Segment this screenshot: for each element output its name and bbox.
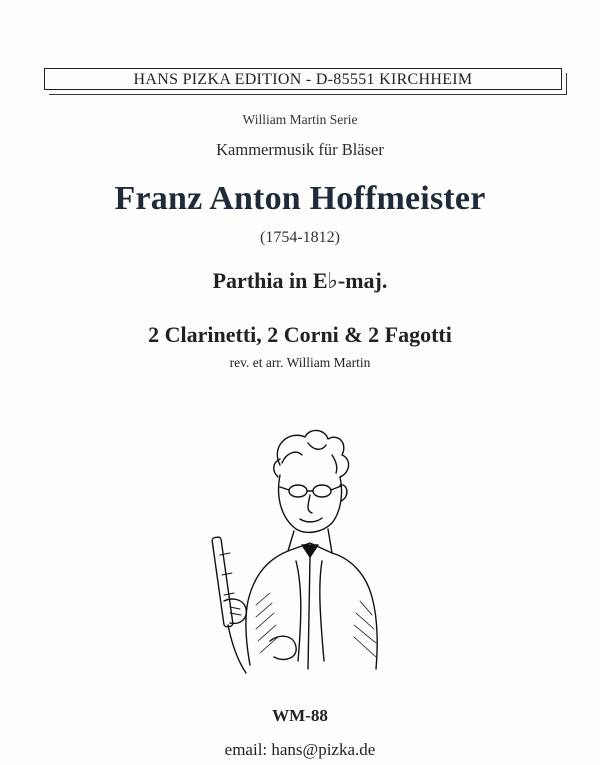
arranger-credit: rev. et arr. William Martin [229, 355, 371, 370]
series-name: William Martin Serie [242, 112, 358, 127]
music-category: Kammermusik für Bläser [216, 140, 384, 159]
work-title: Parthia in E♭-maj. [212, 268, 388, 293]
composer-portrait-icon [210, 425, 400, 680]
composer-dates: (1754-1812) [260, 229, 340, 246]
composer-name: Franz Anton Hoffmeister [114, 180, 486, 217]
catalog-number: WM-88 [272, 706, 328, 725]
publisher-text: HANS PIZKA EDITION - D-85551 KIRCHHEIM [133, 71, 473, 88]
contact-email: email: hans@pizka.de [224, 740, 376, 759]
instrumentation: 2 Clarinetti, 2 Corni & 2 Fagotti [148, 322, 452, 347]
publisher-banner [44, 68, 562, 90]
